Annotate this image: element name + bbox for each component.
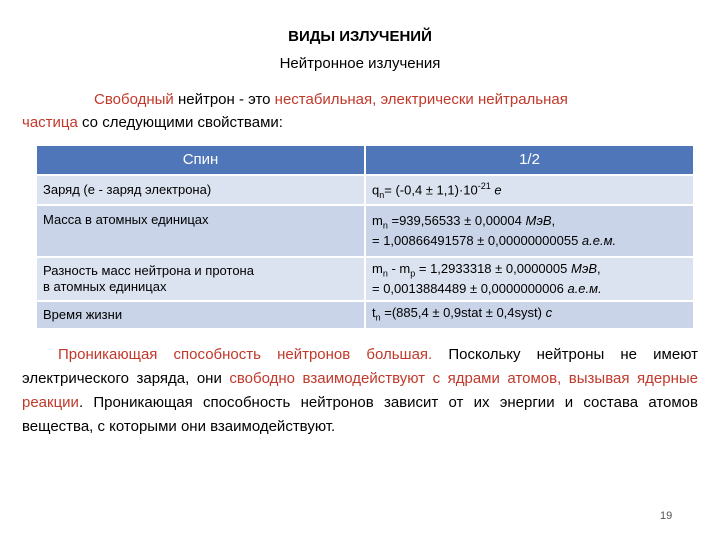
header-property: Спин xyxy=(37,146,365,175)
properties-table xyxy=(37,146,693,328)
table-row xyxy=(37,301,693,328)
table-row xyxy=(37,257,693,301)
body-paragraph xyxy=(22,343,698,439)
body-text-2: . Проникающая способность нейтронов зависит от их энергии и состава атомов вещества, с которыми они взаимодействуют. xyxy=(22,394,698,435)
header-value: 1/2 xyxy=(365,146,693,175)
table-row xyxy=(37,175,693,205)
intro-paragraph xyxy=(22,88,692,134)
row-value: $m_n =939,56533 \pm 0,00004$ МэВ, = 1,00866491578 ± 0,00000000055 а.е.м. xyxy=(365,205,693,257)
row-prop xyxy=(37,257,365,301)
body-text-1: Поскольку нейтроны не имеют электрического заряда, они xyxy=(22,346,698,387)
intro-text-2: со следующими свойствами: xyxy=(77,114,283,131)
row-prop-line2: в атомных единицах xyxy=(43,279,167,294)
intro-free: Свободный xyxy=(94,91,174,108)
interaction-phrase: свободно взаимодействуют с ядрами атомов, вызывая ядерные реакции xyxy=(22,370,698,411)
table-header xyxy=(37,146,693,175)
penetration-sentence: Проникающая способность нейтронов большая. xyxy=(58,346,433,363)
intro-unstable: нестабильная, электрически нейтральная xyxy=(274,91,568,108)
row-prop: Заряд (е - заряд электрона) xyxy=(37,175,365,205)
row-value: $m_n - m_p = 1,2933318 \pm 0,0000005$ МэВ, = 0,0013884489 ± 0,0000000006 а.е.м. xyxy=(365,257,693,301)
row-prop: Масса в атомных единицах xyxy=(37,205,365,257)
row-value: $t_n =(885,4$ ± 0,9stat ± 0,4syst) с xyxy=(365,301,693,328)
slide-title: ВИДЫ ИЗЛУЧЕНИЙ xyxy=(288,28,432,45)
intro-text-1: нейтрон - это xyxy=(173,91,275,108)
row-value: $q_n= (-0,4 \pm 1,1)\cdot 10^{-21}$ е xyxy=(365,175,693,205)
row-prop-line1: Разность масс нейтрона и протона xyxy=(43,263,254,278)
table-row xyxy=(37,205,693,257)
slide-subtitle: Нейтронное излучения xyxy=(279,55,441,72)
intro-particle: частица xyxy=(22,114,78,131)
page-number: 19 xyxy=(660,510,673,522)
row-prop: Время жизни xyxy=(37,301,365,328)
